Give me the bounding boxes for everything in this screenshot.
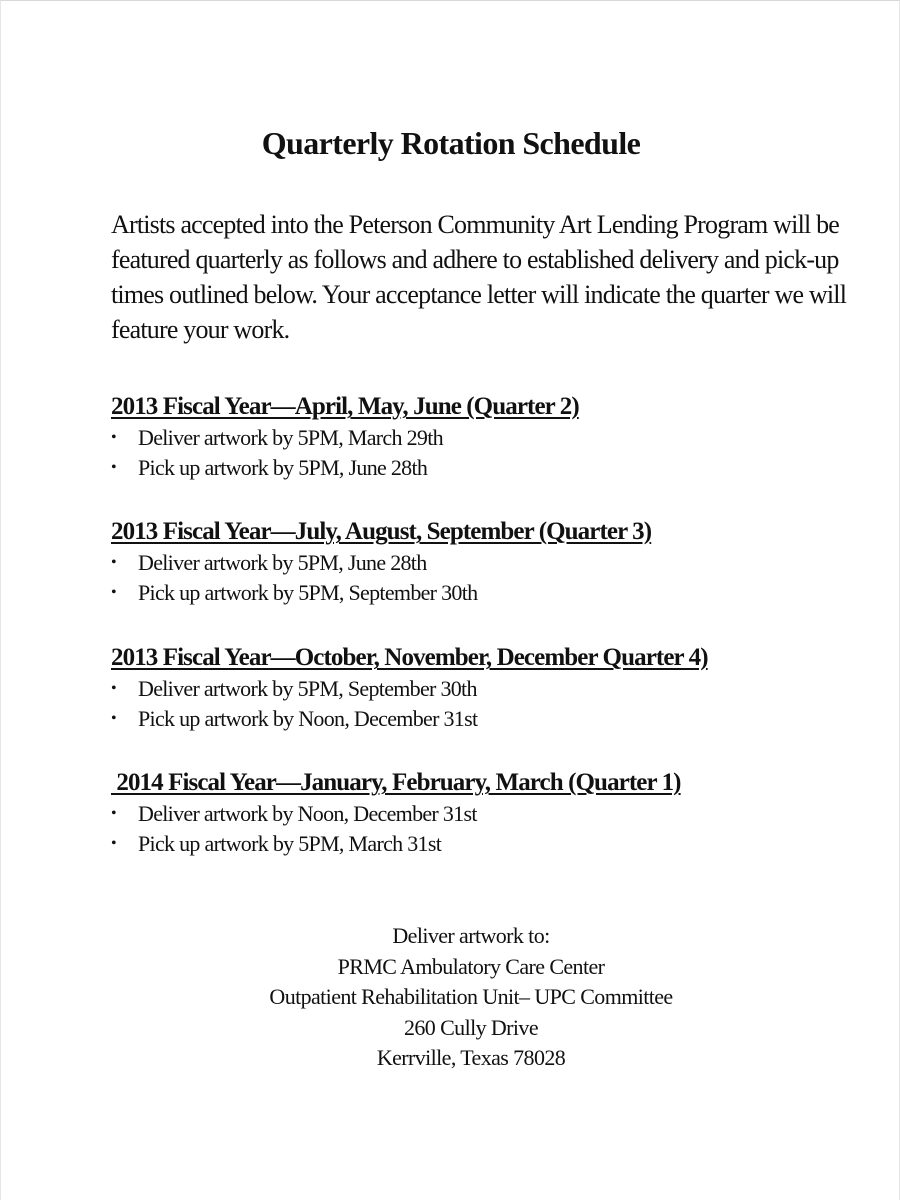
list-item-text: Deliver artwork by 5PM, June 28th: [138, 550, 427, 575]
schedule-list: [111, 423, 871, 483]
list-item: [111, 548, 871, 578]
schedule-section-q2: [111, 391, 871, 483]
list-item-text: Pick up artwork by 5PM, June 28th: [138, 455, 428, 480]
list-item: [111, 453, 871, 483]
address-line: PRMC Ambulatory Care Center: [337, 953, 605, 979]
schedule-section-q1: [111, 767, 871, 859]
schedule-section-q4: [111, 642, 871, 734]
list-item-text: Deliver artwork by 5PM, March 29th: [138, 425, 443, 450]
list-item-text: Pick up artwork by 5PM, September 30th: [138, 580, 478, 605]
page-title: Quarterly Rotation Schedule: [261, 125, 641, 161]
list-item-text: Pick up artwork by Noon, December 31st: [138, 706, 478, 731]
bullet-icon: •: [111, 584, 116, 601]
delivery-address-block: [1, 921, 900, 1074]
schedule-section-q3: [111, 516, 871, 608]
section-heading: 2013 Fiscal Year—July, August, September (Quarter 3): [111, 518, 652, 545]
bullet-icon: •: [111, 805, 116, 822]
list-item: [111, 578, 871, 608]
bullet-icon: •: [111, 554, 116, 571]
list-item: [111, 423, 871, 453]
list-item: [111, 829, 871, 859]
section-heading: 2014 Fiscal Year—January, February, March (Quarter 1): [111, 769, 681, 796]
list-item: [111, 799, 871, 829]
bullet-icon: •: [111, 835, 116, 852]
list-item-text: Deliver artwork by 5PM, September 30th: [138, 676, 477, 701]
section-heading: 2013 Fiscal Year—April, May, June (Quarter 2): [111, 393, 579, 420]
list-item: [111, 704, 871, 734]
list-item: [111, 674, 871, 704]
bullet-icon: •: [111, 429, 116, 446]
list-item-text: Deliver artwork by Noon, December 31st: [138, 801, 477, 826]
address-label: Deliver artwork to:: [392, 923, 550, 948]
bullet-icon: •: [111, 459, 116, 476]
schedule-list: [111, 799, 871, 859]
bullet-icon: •: [111, 680, 116, 697]
list-item-text: Pick up artwork by 5PM, March 31st: [138, 831, 442, 856]
bullet-icon: •: [111, 710, 116, 727]
section-heading: 2013 Fiscal Year—October, November, December Quarter 4): [111, 644, 708, 671]
schedule-list: [111, 674, 871, 734]
address-line: 260 Cully Drive: [404, 1014, 538, 1040]
address-line: Outpatient Rehabilitation Unit– UPC Committee: [269, 984, 673, 1009]
schedule-list: [111, 548, 871, 608]
address-line: Kerrville, Texas 78028: [376, 1045, 566, 1070]
intro-paragraph: Artists accepted into the Peterson Community Art Lending Program will be featured quarterly as follows and adhere to established delivery and pick-up times outlined below. Your acceptance letter will indicate the quarter we will feature your work.: [111, 210, 847, 344]
